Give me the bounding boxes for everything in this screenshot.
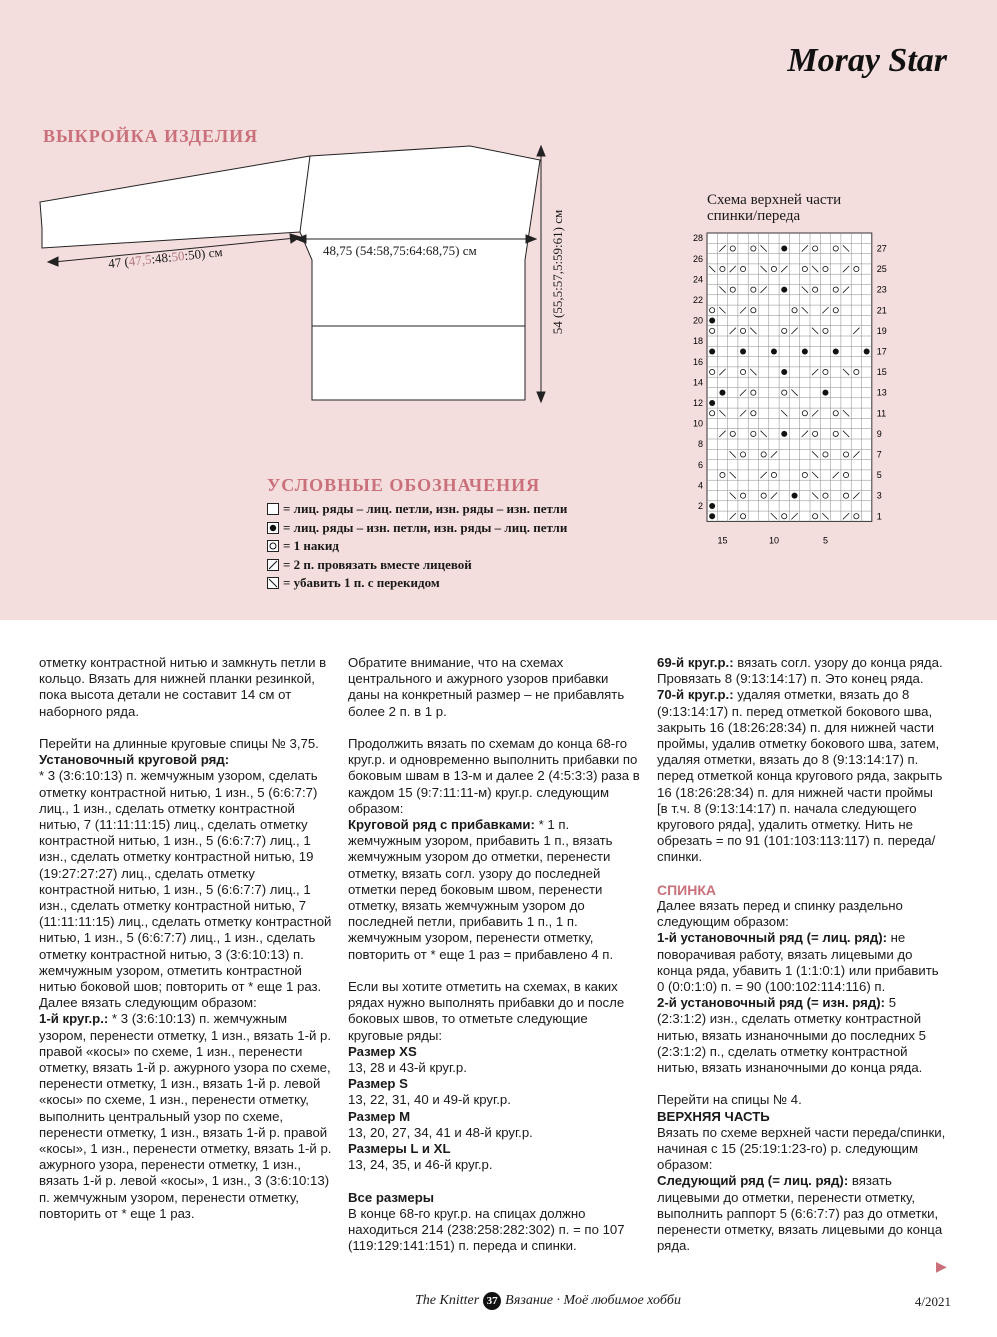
chart-row-label: 15 <box>876 367 887 378</box>
chart-row-label: 4 <box>697 480 703 491</box>
section-heading-back: СПИНКА <box>657 881 717 898</box>
chest-measure-label: 48,75 (54:58,75:64:68,75) см <box>323 243 477 258</box>
empty-square-icon <box>267 503 279 515</box>
chart-row-label: 3 <box>876 490 882 501</box>
chart-purl-dot <box>709 400 715 406</box>
pattern-heading: ВЫКРОЙКА ИЗДЕЛИЯ <box>43 126 259 146</box>
legend-item-knit: = лиц. ряды – изн. петли, изн. ряды – лиц. петли <box>267 519 567 538</box>
chart-purl-dot <box>709 513 715 519</box>
text-column-2: Обратите внимание, что на схемах центрального и ажурного узоров прибавки даны на конкретный размер – не прибавлять более 2 п. в 1 р. Продолжить вязать по схемам до конца 68-го круг.р. и одновременно выполнить прибавки по боковым швам в 13-м и далее 2 (4:5:3:3) раза в каждом 15 (9:7:11:11-м) круг.р. следующим образом: Круговой ряд с прибавками: * 1 п. жемчужным узором, прибавить 1 п., вязать жемчужным узором до отметки, перенести отметку, вязать согл. узору до последней отметки перед боковым швом, перенести отметку, вязать жемчужным узором до последней петли, прибавить 1 п., 1 п. жемчужным узором, перенести отметку, повторить от * еще 1 раз = прибавлено 4 п. Если вы хотите отметить на схемах, в каких рядах нужно выполнять прибавки до и после боковых швов, то отметьте следующие круговые ряды: Размер XS 13, 28 и 43-й круг.р. Размер S 13, 22, 31, 40 и 49-й круг.р. Размер M 13, 20, 27, 34, 41 и 48-й круг.р. Размеры L и XL 13, 24, 35, и 46-й круг.р. Все размеры В конце 68-го круг.р. на спицах должно находиться 214 (238:258:282:302) п. = по 107 (119:129:141:151) п. переда и спинки. <box>348 655 640 1254</box>
chart-purl-dot <box>740 348 746 354</box>
chart-row-label: 10 <box>692 418 703 429</box>
text-column-3: 69-й круг.р.: вязать согл. узору до конца ряда. Провязать 8 (9:13:14:17) п. Это конец ряда. 70-й круг.р.: удаляя отметки, вязать до 8 (9:13:14:17) п. перед отметкой бокового шва, закрыть 16 (18:26:28:34) п. для нижней части проймы, удалив отметку бокового шва, затем, удаляя отметки, вязать до 8 (9:13:14:17) п. перед отметкой конца кругового ряда, закрыть 16 (18:26:28:34) п. для нижней части проймы [в т.ч. 8 (9:13:14:17) п. начала следующего кругового ряда], удалить отметку. Нить не обрезать = по 91 (101:103:113:117) п. переда/спинки. СПИНКА Далее вязать перед и спинку раздельно следующим образом: 1-й установочный ряд (= лиц. ряд): не поворачивая работу, вязать лицевыми до конца ряда, убавить 1 (1:1:0:1) или прибавить 0 (0:0:1:0) п. = 90 (100:102:114:116) п. 2-й установочный ряд (= изн. ряд): 5 (2:3:1:2) изн., сделать отметку контрастной нитью, вязать изнаночными до последних 5 (2:3:1:2) п., сделать отметку контрастной нитью, вязать изнаночными до конца ряда. Перейти на спицы № 4. ВЕРХНЯЯ ЧАСТЬ Вязать по схеме верхней части переда/спинки, начиная с 15 (25:19:1:23-го) р. следующим образом: Следующий ряд (= лиц. ряд): вязать лицевыми до отметки, перенести отметку, выполнить раппорт 5 (6:6:7:7) раз до отметки, перенести отметку, вязать лицевыми до конца ряда. <box>657 655 946 1254</box>
chart-purl-dot <box>781 369 787 375</box>
chart-purl-dot <box>709 348 715 354</box>
sleeve-measure-label: 47 (47,5:48:50:50) см <box>107 244 224 271</box>
chart-title: Схема верхней части спинки/переда <box>707 192 842 224</box>
chart-row-label: 13 <box>876 387 887 398</box>
chart-row-label: 8 <box>697 439 703 450</box>
chart-row-label: 20 <box>692 315 703 326</box>
chart-row-label: 1 <box>876 511 882 522</box>
chart-purl-dot <box>833 348 839 354</box>
chart-row-label: 25 <box>876 264 887 275</box>
chart-purl-dot <box>709 503 715 509</box>
chart-row-label: 6 <box>697 459 703 470</box>
chart-purl-dot <box>719 390 725 396</box>
chart-stitch-label: 10 <box>768 535 779 546</box>
chart-row-label: 27 <box>876 243 887 254</box>
chart-row-label: 11 <box>876 408 887 419</box>
garment-schematic <box>0 140 600 420</box>
chart-row-label: 19 <box>876 325 887 336</box>
legend-item-k2tog: = 2 п. провязать вместе лицевой <box>267 556 567 575</box>
legend-item-skp: = убавить 1 п. с перекидом <box>267 574 567 593</box>
slash-square-icon <box>267 559 279 571</box>
chart-purl-dot <box>709 318 715 324</box>
chart-stitch-label: 15 <box>717 535 728 546</box>
chart-row-label: 28 <box>692 233 703 244</box>
height-measure-label: 54 (55,5:57,5:59:61) см <box>550 209 565 335</box>
text-column-1: отметку контрастной нитью и замкнуть петли в кольцо. Вязать для нижней планки резинкой, пока высота детали не составит 14 см от наборного ряда. Перейти на длинные круговые спицы № 3,75. Установочный круговой ряд: * 3 (3:6:10:13) п. жемчужным узором, сделать отметку контрастной нитью, 1 изн., 5 (6:6:7:7) лиц., 1 изн., сделать отметку контрастной нитью, 7 (11:11:11:15) лиц., сделать отметку контрастной нитью, 1 изн., 5 (6:6:7:7) лиц., 1 изн., сделать отметку контрастной нитью, 19 (19:27:27:27) лиц., сделать отметку контрастной нитью, 1 изн., 5 (6:6:7:7) лиц., 1 изн., сделать отметку контрастной нитью, 7 (11:11:11:15) лиц., сделать отметку контрастной нитью, 1 изн., 5 (6:6:7:7) лиц., 1 изн., сделать отметку контрастной нитью, 3 (3:6:10:13) п. жемчужным узором, отметить контрастной нитью боковой шов; повторить от * еще 1 раз. Далее вязать следующим образом: 1-й круг.р.: * 3 (3:6:10:13) п. жемчужным узором, перенести отметку, 1 изн., вязать 1-й р. правой «косы» по схеме, 1 изн., перенести отметку, вязать 1-й р. ажурного узора по схеме, перенести отметку, 1 изн., вязать 1-й р. левой «косы» по схеме, 1 изн., перенести отметку, выполнить центральный узор по схеме, перенести отметку, 1 изн., вязать 1-й р. правой «косы», 1 изн., перенести отметку, вязать 1-й р. ажурного узора, перенести отметку, 1 изн., вязать 1-й р. левой «косы», 1 изн., 3 (3:6:10:13) п. жемчужным узором, перенести отметку, повторить от * еще 1 раз. <box>39 655 332 1221</box>
chart-row-label: 7 <box>876 449 882 460</box>
chart-row-label: 18 <box>692 336 703 347</box>
legend-item-yarnover: = 1 накид <box>267 537 567 556</box>
chart-row-label: 21 <box>876 305 887 316</box>
legend-item-purl: = лиц. ряды – лиц. петли, изн. ряды – изн. петли <box>267 500 567 519</box>
chart-row-label: 16 <box>692 356 703 367</box>
chart-row-label: 12 <box>692 397 703 408</box>
chart-row-label: 17 <box>876 346 887 357</box>
chart-purl-dot <box>802 348 808 354</box>
chart-stitch-label: 5 <box>822 535 828 546</box>
page-number: 37 <box>483 1292 501 1310</box>
chart-row-label: 23 <box>876 284 887 295</box>
magazine-pattern-title: Moray Star <box>787 42 947 79</box>
circle-square-icon <box>267 540 279 552</box>
chart-row-label: 22 <box>692 294 703 305</box>
knitting-chart <box>685 228 895 546</box>
chart-purl-dot <box>822 390 828 396</box>
chart-purl-dot <box>792 493 798 499</box>
chart-row-label: 14 <box>692 377 703 388</box>
footer-masthead: The Knitter 37 Вязание · Моё любимое хобби <box>415 1293 681 1308</box>
chart-row-label: 2 <box>697 500 703 511</box>
chart-row-label: 26 <box>692 253 703 264</box>
chart-purl-dot <box>781 245 787 251</box>
chart-row-label: 5 <box>876 470 882 481</box>
dot-square-icon <box>267 522 279 534</box>
chart-purl-dot <box>864 348 870 354</box>
chart-purl-dot <box>781 287 787 293</box>
chart-row-label: 9 <box>876 428 882 439</box>
chart-purl-dot <box>771 348 777 354</box>
continue-arrow-icon: ▶ <box>936 1258 947 1274</box>
legend <box>267 500 567 593</box>
issue-number: 4/2021 <box>914 1294 951 1309</box>
backslash-square-icon <box>267 577 279 589</box>
chart-purl-dot <box>781 431 787 437</box>
legend-heading: УСЛОВНЫЕ ОБОЗНАЧЕНИЯ <box>267 475 541 495</box>
chart-row-label: 24 <box>692 274 703 285</box>
